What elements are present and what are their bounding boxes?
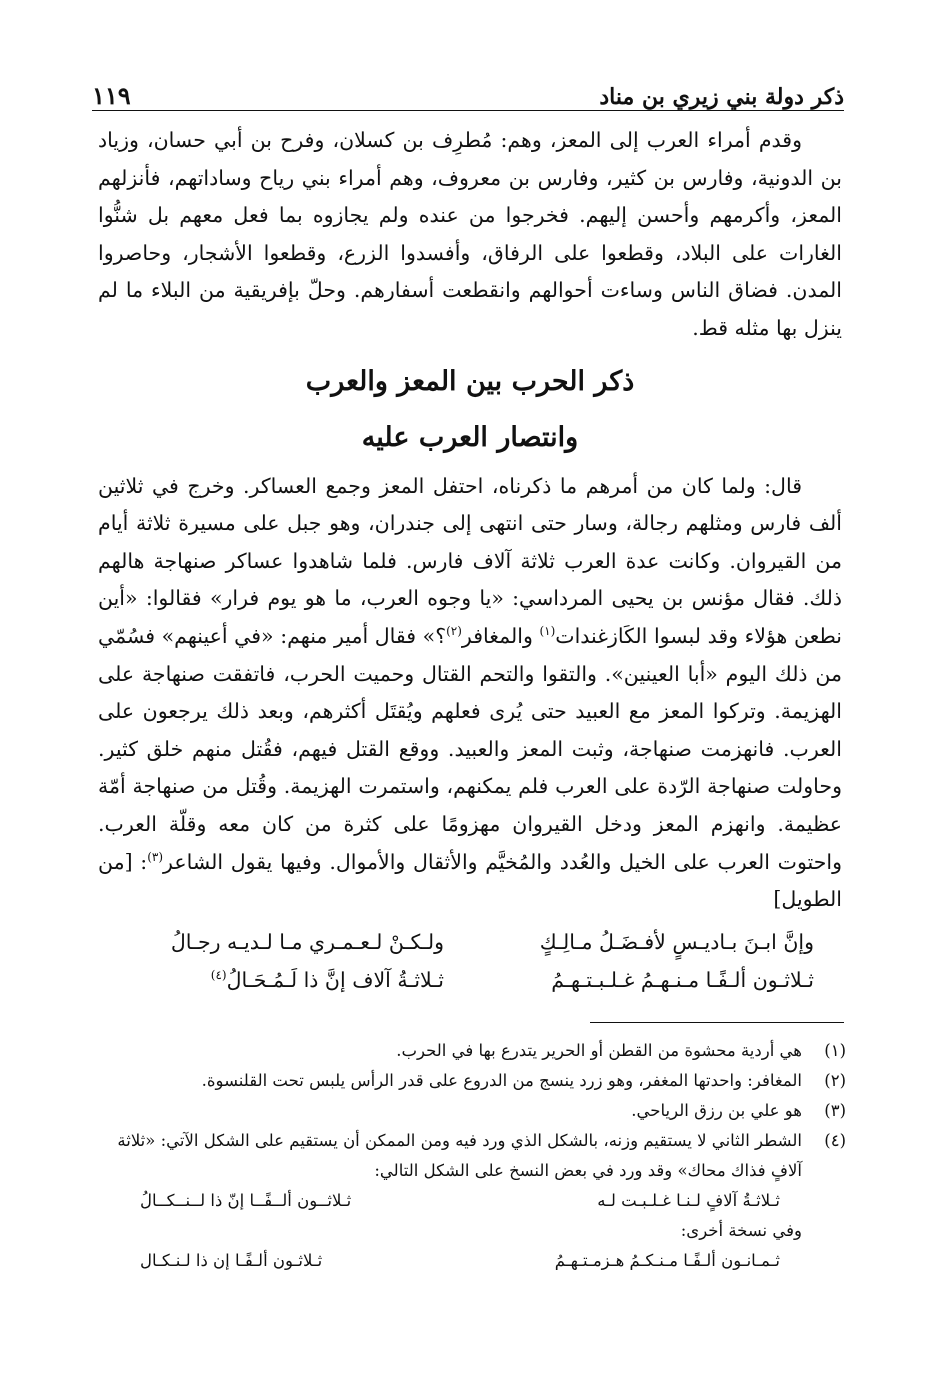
verse2-second-hemistich [124,961,444,999]
other-copy-label: وفي نسخة أخرى: [680,1221,802,1240]
poem-verse [98,961,842,999]
section-heading [98,354,842,466]
footnote-text: هي أردية محشوة من القطن أو الحرير يتدرع بها في الحرب. [396,1041,802,1060]
header-rule [92,110,844,111]
body-paragraph [98,468,842,919]
section-heading-line1: ذكر الحرب بين المعز والعرب [305,365,635,397]
variant1-first-hemistich: ثـلاثـةُ آلافٍ لـنـا غـلـبـت لـه [597,1191,780,1210]
footnote-text: المغافر: واحدتها المغفر، وهو زرد ينسج من الدروع على قدر الرأس يلبس تحت القلنسوة. [201,1071,802,1090]
footnotes [100,1036,846,1276]
footnote [100,1036,846,1066]
footnote-number: (٤) [824,1131,846,1150]
verse1-first-hemistich: وإنَّ ابـنَ بـاديـسٍ لأفـضَـلُ مـالِـكٍ [539,929,814,954]
page-number: ١١٩ [92,81,131,110]
footnote-text: هو علي بن رزق الرياحي. [631,1101,802,1120]
verse2-first-hemistich: ثـلاثـون ألـفًـا مـنـهـمُ غـلـبـتـهـمُ [551,967,814,992]
footnote [100,1066,846,1096]
running-head [92,76,844,110]
body-text-1: قال: ولما كان من أمرهم ما ذكرناه، احتفل المعز وجمع العساكر. وخرج في ثلاثين ألف فارس ومثلهم رجالة، وسار حتى انتهى إلى جندران، وهو جبل على مسيرة ثلاثة أيام من القيروان. وكانت عدة العرب ثلاثة آلاف فارس. فلما شاهدوا عساكر صنهاجة هالهم ذلك. فقال مؤنس بن يحيى المرداسي: «يا وجوه العرب، ما هو يوم فرار» فقالوا: «أين نطعن هؤلاء وقد لبسوا الكَازغندات [98,473,842,648]
poem-verse [98,923,842,961]
footnote-number: (٣) [824,1101,846,1120]
variant2-first-hemistich: ثـمـانـون ألـفًـا مـنـكـمُ هـزمـتـهـمُ [554,1251,780,1270]
main-text [98,122,842,999]
body-text-4: : [من الطويل] [98,849,842,912]
body-text-3: ؟» فقال أمير منهم: «في أعينهم» فسُمّي من ذلك اليوم «أبا العينين». والتقوا والتحم القتال وحميت الحرب، فاتفقت صنهاجة على الهزيمة. وتركوا المعز مع العبيد حتى يُرى فعلهم ويُقتَل أكثرهم، وبعد ذلك يرجعون على العرب. فانهزمت صنهاجة، وثبت المعز والعبيد. ووقع القتل فيهم، فقُتل منهم خلق كثير. وحاولت صنهاجة الرّدة على العرب فلم يمكنهم، واستمرت الهزيمة. وقُتل من صنهاجة أمّة عظيمة. وانهزم المعز ودخل القيروان مهزومًا على كثرة من كان معه وقلّة العرب. واحتوت العرب على الخيل والعُدد والمُخيَّم والأثقال والأموال. وفيها يقول الشاعر [98,623,842,874]
footnote-text: الشطر الثاني لا يستقيم وزنه، بالشكل الذي ورد فيه ومن الممكن أن يستقيم على الشكل الآتي: «ثلاثة آلافٍ فذاك محاك» وقد ورد في بعض النسخ على الشكل التالي: [117,1131,802,1180]
footnote-verse [100,1186,802,1216]
variant1-second-hemistich: ثـلاثــون ألــفًــا إنّ ذا لــنــكــالُ [140,1191,352,1210]
footnote-number: (٢) [824,1071,846,1090]
intro-paragraph: وقدم أمراء العرب إلى المعز، وهم: مُطرِف بن كسلان، وفرح بن أبي حسان، وزياد بن الدونية، وفارس بن كثير، وفارس بن معروف، وهم أمراء بني رياح وساداتهم، فأنزلهم المعز، وأكرمهم وأحسن إليهم. فخرجوا من عنده ولم يجازوه بما فعل معهم بل شنُّوا الغارات على البلاد، وقطعوا على الرفاق، وأفسدوا الزرع، وقطعوا الأشجار، وحاصروا المدن. فضاق الناس وساءت أحوالهم وانقطعت أسفارهم. وحلّ بإفريقية من البلاء ما لم ينزل بها مثله قط. [98,128,842,340]
footnote [100,1096,846,1126]
section-heading-line2: وانتصار العرب عليه [361,421,579,453]
footnote [100,1126,846,1276]
verse1-second-hemistich: ولـكـنْ لـعـمـري مـا لـديـه رجـالُ [170,929,444,954]
footnote-rule [590,1022,844,1023]
body-text-2: والمغافر [461,623,540,648]
verse2-second-hemistich-text: ثـلاثـةُ آلاف إنَّ ذا لَـمُـحَـالُ [226,967,444,992]
footnote-ref-1: (١) [539,624,556,639]
footnote-body [100,1126,802,1276]
footnote-verse [100,1246,802,1276]
poem [98,923,842,999]
footnote-ref-3: (٣) [147,849,164,864]
running-title: ذكر دولة بني زيري بن مناد [599,84,844,110]
variant2-second-hemistich: ثـلاثـون ألـفًـا إن ذا لـنـكـال [140,1251,323,1270]
footnote-ref-4: (٤) [210,967,227,982]
footnote-number: (١) [824,1041,846,1060]
footnote-ref-2: (٢) [446,624,462,639]
